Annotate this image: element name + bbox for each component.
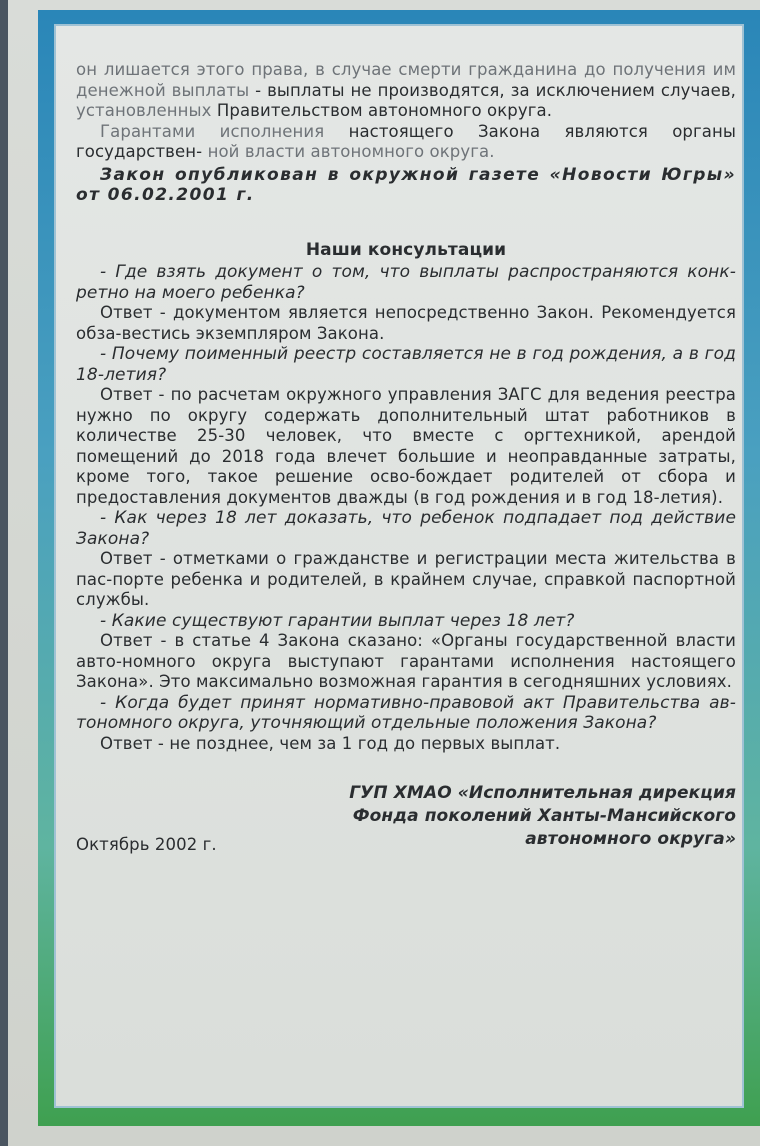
answer-paragraph: Ответ - отметками о гражданстве и регистрации места жительства в пас-порте ребенка и родителей, в крайнем случае, справкой паспортной службы. <box>76 549 736 609</box>
intro-line3: Правительством автономного округа. <box>211 101 553 120</box>
guarantee-faded: Гарантами исполнения <box>100 121 325 141</box>
signature-line-1: ГУП ХМАО «Исполнительная дирекция <box>349 783 736 803</box>
intro-line1: он лишается этого права, в случае смерти гражданина до получения им <box>76 60 736 79</box>
page-sheet <box>8 0 760 1146</box>
signature-line-3: автономного округа» <box>525 829 736 849</box>
section-heading: Наши консультации <box>305 239 507 260</box>
qa-list <box>76 262 736 754</box>
publication-note: Закон опубликован в окружной газете «Новости Югры» от 06.02.2001 г. <box>76 164 736 205</box>
intro-line3-faded: установленных <box>76 101 212 120</box>
guarantee-text: настоящего Закона являются органы государствен- <box>76 121 737 161</box>
answer-paragraph: Ответ - документом является непосредственно Закон. Рекомендуется обза-вестись экземпляром Закона. <box>76 303 736 343</box>
intro-line2-faded: денежной выплаты <box>76 80 250 100</box>
question-paragraph: - Почему поименный реестр составляется не в год рождения, а в год 18-летия? <box>76 344 736 385</box>
document-panel <box>54 24 744 1108</box>
guarantee-paragraph <box>76 122 736 163</box>
answer-paragraph: Ответ - не позднее, чем за 1 год до первых выплат. <box>100 733 561 753</box>
intro-paragraph <box>76 60 736 122</box>
document-date: Октябрь 2002 г. <box>76 835 217 854</box>
question-paragraph: - Когда будет принят нормативно-правовой акт Правительства ав-тономного округа, уточняющий отдельные положения Закона? <box>76 692 736 733</box>
intro-line2: - выплаты не производятся, за исключением случаев, <box>249 80 737 100</box>
document-text <box>76 60 736 856</box>
question-paragraph: - Как через 18 лет доказать, что ребенок подпадает под действие Закона? <box>76 508 736 549</box>
answer-paragraph: Ответ - в статье 4 Закона сказано: «Органы государственной власти авто-номного округа выступают гарантами исполнения настоящего Закона». Это максимально возможная гарантия в сегодняшних условиях. <box>76 631 736 691</box>
question-paragraph: - Какие существуют гарантии выплат через 18 лет? <box>100 610 575 631</box>
decorative-frame <box>38 10 760 1126</box>
signature-line-2: Фонда поколений Ханты-Мансийского <box>352 806 736 826</box>
question-paragraph: - Где взять документ о том, что выплаты распространяются конк-ретно на моего ребенка? <box>76 262 736 303</box>
guarantee-faded-2: ной власти автономного округа. <box>207 142 495 161</box>
answer-paragraph: Ответ - по расчетам окружного управления ЗАГС для ведения реестра нужно по округу содержать дополнительный штат работников в количестве 25-30 человек, что вместе с оргтехникой, арендой помещений до 2018 года влечет большие и неоправданные затраты, кроме того, такое решение осво-бождает родителей от сбора и предоставления документов дважды (в год рождения и в год 18-летия). <box>76 385 736 507</box>
